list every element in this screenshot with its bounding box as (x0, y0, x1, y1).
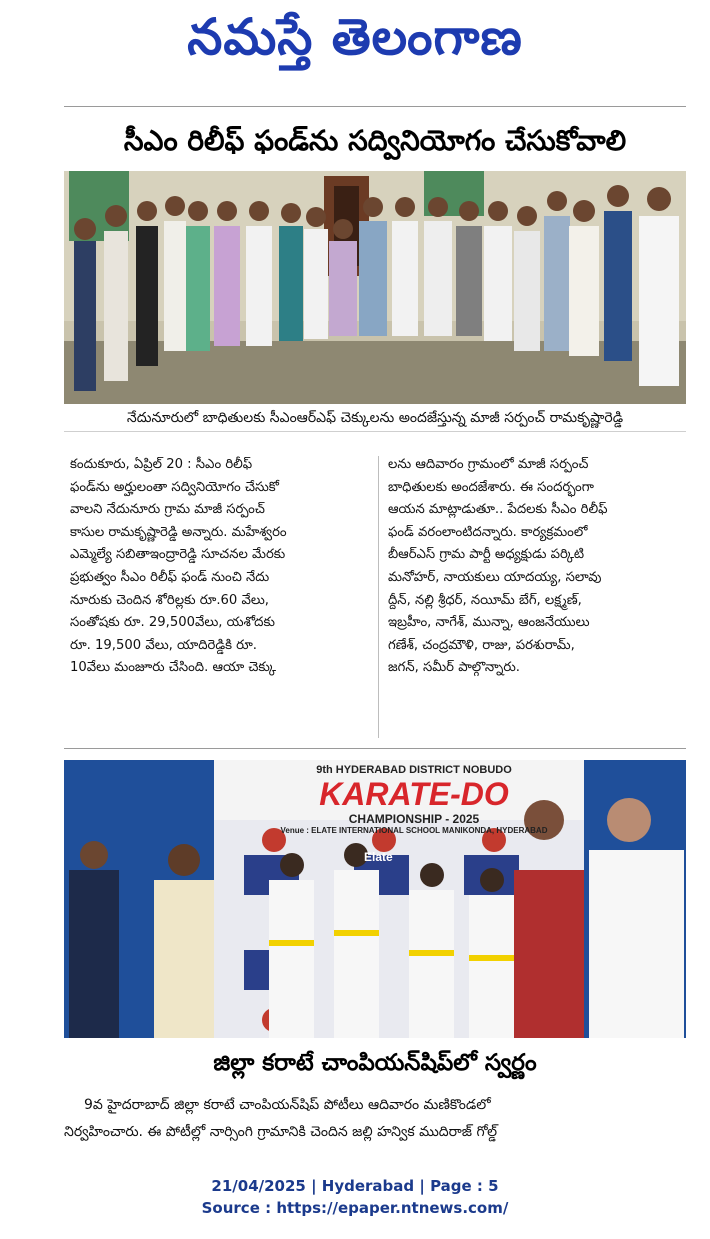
article1-col2-line: గణేశ్, చంద్రమౌళి, రాజు, పరశురామ్, (388, 637, 575, 653)
article1-col1-line: సంతోషకు రూ. 29,500వేలు, యశోదకు (70, 615, 275, 631)
article1-col2-line: ఇబ్రహీం, నాగేశ్, మున్నా, ఆంజనేయులు (388, 615, 590, 631)
article1-col2-line: మనోహర్, నాయకులు యాదయ్య, సలావు (388, 569, 602, 585)
article1-col2-line: ఫండ్ వరంలాంటిదన్నారు. కార్యక్రమంలో (388, 524, 588, 540)
karate-banner (254, 764, 574, 835)
article1-col2-line: ఆయన మాట్లాడుతూ.. పేదలకు సీఎం రిలీఫ్ (388, 502, 608, 518)
article1-col1-line: కాసుల రామకృష్ణారెడ్డి అన్నారు. మహేశ్వరం (70, 524, 287, 540)
footer-source-line: Source : https://epaper.ntnews.com/ (201, 1199, 509, 1217)
article2-line: నిర్వహించారు. ఈ పోటీల్లో నార్సింగి గ్రామానికి చెందిన జల్లి హన్విక ముదిరాజ్ గోల్డ్ (64, 1124, 498, 1140)
masthead (0, 0, 710, 80)
group-photo-illustration (64, 171, 686, 404)
footer-date-line: 21/04/2025 | Hyderabad | Page : 5 (211, 1177, 499, 1195)
banner-line2: CHAMPIONSHIP - 2025 (348, 812, 480, 826)
article2-body (64, 1092, 686, 1154)
banner-title: KARATE-DO (319, 776, 509, 812)
article1-headline: సీఎం రిలీఫ్ ఫండ్‌ను సద్వినియోగం చేసుకోవాలి (123, 124, 627, 157)
article1-col1-line: నూరుకు చెందిన శోరిల్లకు రూ.60 వేలు, (70, 592, 269, 608)
article1-column-2 (388, 454, 686, 680)
backdrop-logo: Elate (364, 850, 393, 864)
article1-col1-line: ప్రభుత్వం సీఎం రిలీఫ్ ఫండ్ నుంచి నేదు (70, 569, 270, 585)
article1-col1-line: ఎమ్మెల్యే సబితాఇంద్రారెడ్డి సూచనల మేరకు (70, 547, 286, 563)
masthead-title: నమస్తే తెలంగాణ (187, 8, 523, 66)
article1-col2-line: జగన్, సమీర్ పాల్గొన్నారు. (388, 660, 520, 676)
column-divider (378, 456, 379, 738)
article1-col1-line: కందుకూరు, ఏప్రిల్ 20 : సీఎం రిలీఫ్ (70, 457, 253, 472)
article1-col1-line: 10వేలు మంజూరు చేసింది. ఆయా చెక్కు (70, 660, 277, 676)
article1-photo (64, 171, 686, 404)
banner-line1: 9th HYDERABAD DISTRICT NOBUDO (316, 764, 512, 776)
masthead-rule (64, 106, 686, 107)
article-separator (64, 748, 686, 749)
article2-photo (64, 760, 686, 1038)
article1-col2-line: బీఆర్‌ఎస్ గ్రామ పార్టీ అధ్యక్షుడు పర్కిటి (388, 547, 585, 563)
article1-col1-line: ఫండ్‌ను అర్హులంతా సద్వినియోగం చేసుకో (70, 479, 279, 495)
article2-headline: జిల్లా కరాటే చాంపియన్‌షిప్‌లో స్వర్ణం (213, 1050, 537, 1076)
article1-col1-line: రూ. 19,500 వేలు, యాదిరెడ్డికి రూ. (70, 637, 257, 653)
article1-col2-line: బాధితులకు అందజేశారు. ఈ సందర్భంగా (388, 479, 594, 495)
article1-col1-line: వాలని నేదునూరు గ్రామ మాజీ సర్పంచ్ (70, 502, 265, 518)
article1-col2-line: లను ఆదివారం గ్రామంలో మాజీ సర్పంచ్ (388, 457, 589, 472)
article1-column-1 (70, 454, 368, 680)
banner-venue: Venue : ELATE INTERNATIONAL SCHOOL MANIKONDA, HYDERABAD (280, 826, 548, 835)
article1-photo-caption: నేదునూరులో బాధితులకు సీఎంఆర్‌ఎఫ్ చెక్కులను అందజేస్తున్న మాజీ సర్పంచ్ రామకృష్ణారెడ్డి (64, 405, 686, 432)
article1-col2-line: ద్దీన్, నల్లి శ్రీధర్, నయీమ్ బేగ్, లక్ష్మణ్, (388, 592, 582, 608)
article2-line: 9వ హైదరాబాద్ జిల్లా కరాటే చాంపియన్‌షిప్ పోటీలు ఆదివారం మణికొండలో (84, 1097, 491, 1113)
